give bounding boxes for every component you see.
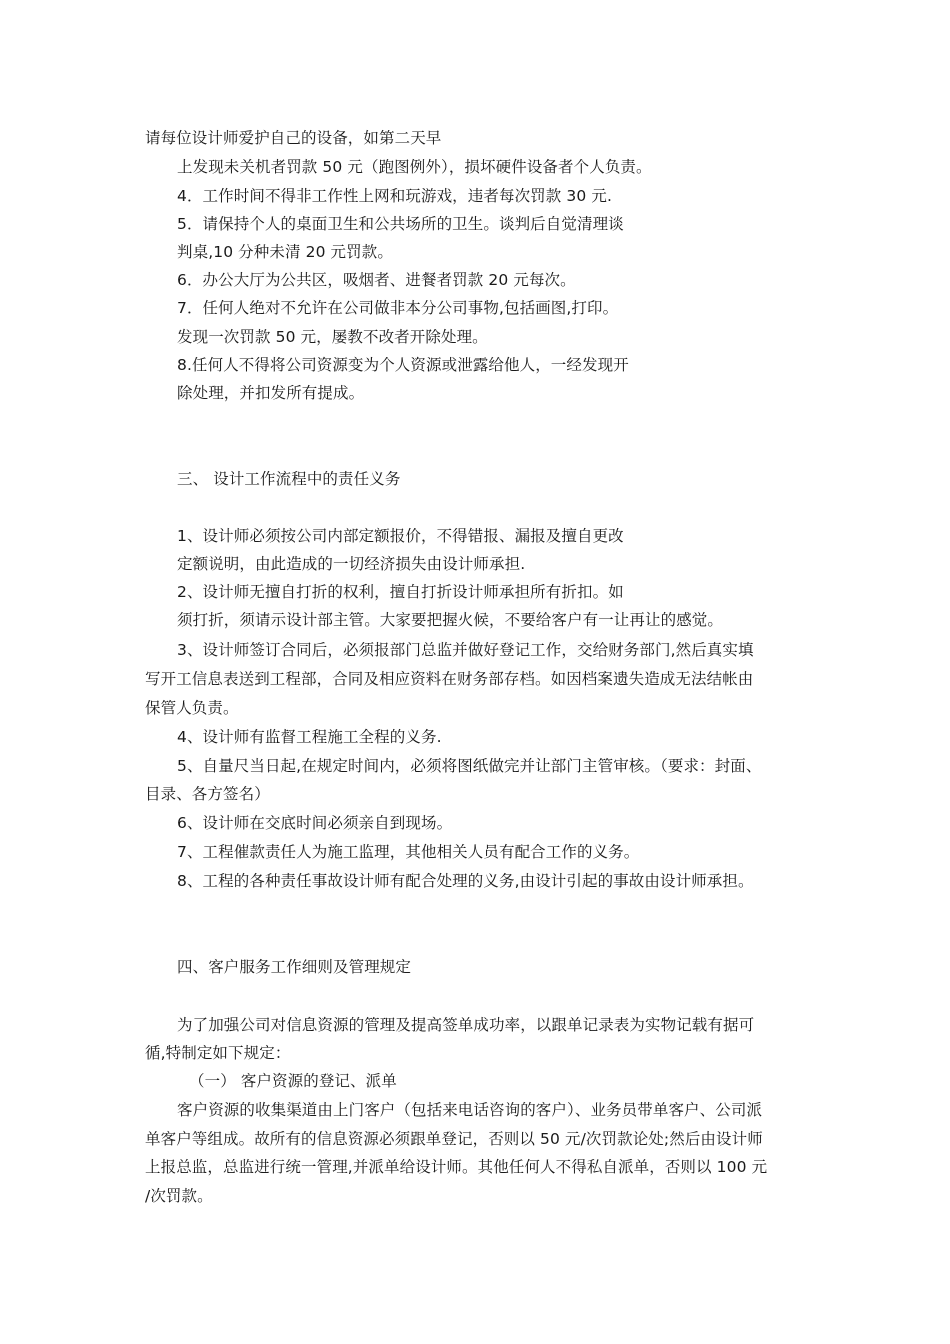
rule-5-line-1: 5．请保持个人的桌面卫生和公共场所的卫生。谈判后自觉清理谈 — [177, 215, 624, 233]
section-4-intro-line-1: 为了加强公司对信息资源的管理及提高签单成功率，以跟单记录表为实物记载有据可 — [177, 1016, 755, 1034]
section-4-intro-line-2: 循,特制定如下规定： — [145, 1044, 291, 1062]
rule-8-line-1: 8.任何人不得将公司资源变为个人资源或泄露给他人，一经发现开 — [177, 356, 629, 374]
section-3-item-3-line-2: 写开工信息表送到工程部，合同及相应资料在财务部存档。如因档案遗失造成无法结帐由 — [145, 670, 754, 688]
section-3-item-8: 8、工程的各种责任事故设计师有配合处理的义务,由设计引起的事故由设计师承担。 — [177, 872, 754, 890]
section-3-item-2-line-1: 2、设计师无擅自打折的权利，擅自打折设计师承担所有折扣。如 — [177, 583, 624, 601]
section-3-item-5-line-1: 5、自量尺当日起,在规定时间内，必须将图纸做完并让部门主管审核。（要求：封面、 — [177, 757, 762, 775]
section-4-paragraph-line-3: 上报总监，总监进行统一管理,并派单给设计师。其他任何人不得私自派单，否则以 100 元 — [145, 1158, 768, 1176]
section-4-paragraph-line-1: 客户资源的收集渠道由上门客户（包括来电话咨询的客户）、业务员带单客户、公司派 — [177, 1101, 763, 1119]
rule-5-line-2: 判桌,10 分种未清 20 元罚款。 — [177, 243, 393, 261]
rule-intro-line-1: 请每位设计师爱护自己的设备，如第二天早 — [145, 129, 442, 147]
section-3-item-3-line-3: 保管人负责。 — [145, 699, 239, 717]
rule-intro-line-2: 上发现未关机者罚款 50 元（跑图例外），损坏硬件设备者个人负责。 — [177, 158, 652, 176]
section-3-heading: 三、 设计工作流程中的责任义务 — [177, 470, 401, 488]
section-3-item-4: 4、设计师有监督工程施工全程的义务. — [177, 728, 442, 746]
section-4-heading: 四、客户服务工作细则及管理规定 — [177, 958, 412, 976]
rule-6: 6．办公大厅为公共区，吸烟者、进餐者罚款 20 元每次。 — [177, 271, 576, 289]
section-3-item-6: 6、设计师在交底时间必须亲自到现场。 — [177, 814, 453, 832]
section-3-item-3-line-1: 3、设计师签订合同后，必须报部门总监并做好登记工作，交给财务部门,然后真实填 — [177, 641, 754, 659]
rule-4: 4．工作时间不得非工作性上网和玩游戏，违者每次罚款 30 元. — [177, 187, 612, 205]
rule-7-line-2: 发现一次罚款 50 元，屡教不改者开除处理。 — [177, 328, 488, 346]
section-3-item-1-line-1: 1、设计师必须按公司内部定额报价，不得错报、漏报及擅自更改 — [177, 527, 624, 545]
section-4-subheading-1: （一） 客户资源的登记、派单 — [189, 1072, 397, 1090]
rule-7-line-1: 7．任何人绝对不允许在公司做非本分公司事物,包括画图,打印。 — [177, 299, 619, 317]
section-3-item-7: 7、工程催款责任人为施工监理，其他相关人员有配合工作的义务。 — [177, 843, 640, 861]
section-3-item-2-line-2: 须打折，须请示设计部主管。大家要把握火候，不要给客户有一让再让的感觉。 — [177, 611, 724, 629]
section-4-paragraph-line-4: /次罚款。 — [145, 1187, 213, 1205]
section-3-item-1-line-2: 定额说明，由此造成的一切经济损失由设计师承担. — [177, 555, 526, 573]
rule-8-line-2: 除处理，并扣发所有提成。 — [177, 384, 365, 402]
section-3-item-5-line-2: 目录、各方签名） — [145, 785, 270, 803]
section-4-paragraph-line-2: 单客户等组成。故所有的信息资源必须跟单登记，否则以 50 元/次罚款论处;然后由设计师 — [145, 1130, 763, 1148]
